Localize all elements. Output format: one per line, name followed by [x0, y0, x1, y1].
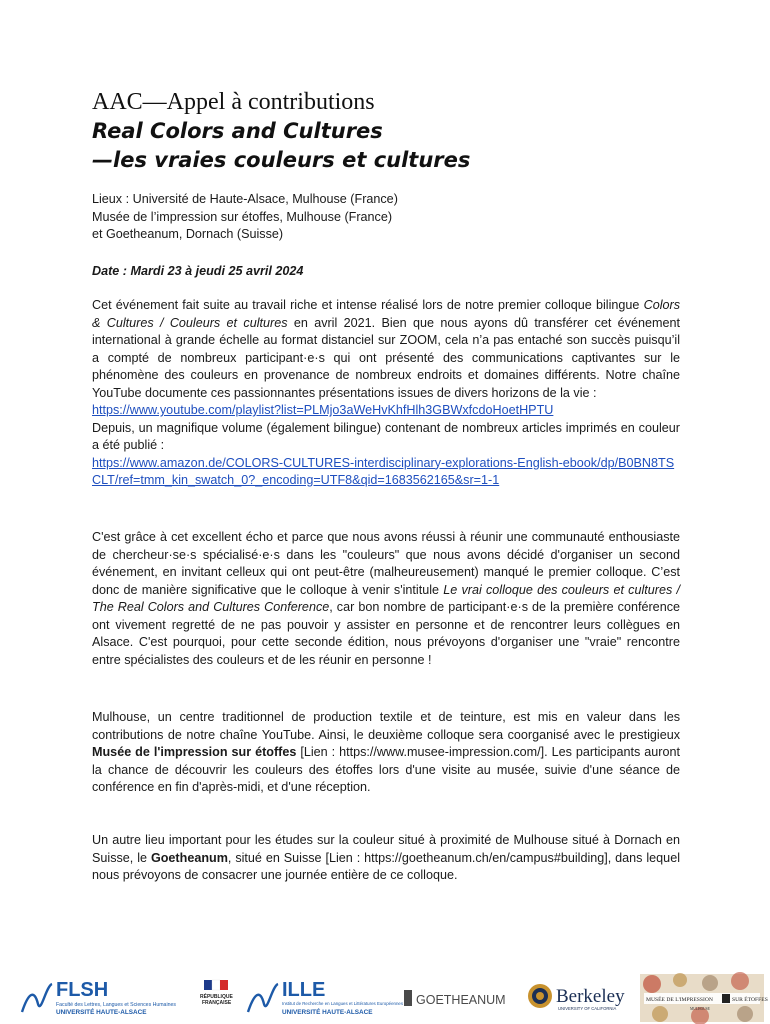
flsh-uha-logo — [18, 974, 188, 1022]
goetheanum-mark-icon — [404, 990, 412, 1006]
paragraph-1-italic: Colors & Cultures / Couleurs et cultures — [92, 298, 680, 330]
paragraph-2-italic: Le vrai colloque des couleurs et cultures / The Real Colors and Cultures Conference — [92, 582, 680, 614]
title-line-2: Real Colors and Cultures — [92, 119, 383, 143]
paragraph-1-text-b: en avril 2021. Bien que nous ayons dû transférer cet événement international à grande échelle au format distanciel sur ZOOM, cela n’a pas entaché son succès puisqu’il a compté de nombreux participant·e·s qui ont présenté des communications captivantes sur le phénomène des couleurs en provenance de nombreux endroits et domaines différents. Notre chaîne YouTube documente ces passionnantes présentations issues de divers horizons de la vie : — [92, 315, 680, 400]
flsh-name: FLSH — [56, 979, 109, 1001]
goetheanum-name: GOETHEANUM — [416, 993, 506, 1007]
title-line-1: AAC—Appel à contributions — [92, 89, 375, 115]
ille-name: ILLE — [282, 979, 326, 1001]
musee-impression-logo — [640, 974, 768, 1022]
musee-text-b: SUR ÉTOFFES — [732, 997, 768, 1003]
paragraph-1 — [92, 297, 680, 490]
paragraph-2-text-b: , car bon nombre de participant·e·s de la première conférence ont vivement regretté de ne pas pouvoir y assister en personne et de rencontrer leurs collègues en Alsace. C'est pourquoi, pour cette seconde édition, nous prévoyons d'organiser une "vraie" rencontre entre spécialistes des couleurs et de les réunir en personne ! — [92, 600, 680, 667]
berkeley-name: Berkeley — [556, 986, 625, 1007]
musee-text-a: MUSÉE DE L'IMPRESSION — [646, 997, 713, 1003]
venue-line-2: Musée de l’impression sur étoffes, Mulhouse (France) — [92, 209, 393, 224]
title-block — [92, 88, 692, 175]
ille-sub2: UNIVERSITÉ HAUTE-ALSACE — [282, 1009, 373, 1016]
title-line-3: —les vraies couleurs et cultures — [92, 148, 471, 172]
venue-line-1: Lieux : Université de Haute-Alsace, Mulhouse (France) — [92, 192, 398, 206]
flsh-sub2: UNIVERSITÉ HAUTE-ALSACE — [56, 1009, 147, 1016]
paragraph-4 — [92, 832, 680, 885]
uha-swirl-icon — [248, 984, 278, 1012]
musee-text-c: MULHOUSE — [690, 1007, 710, 1011]
ille-uha-logo — [244, 974, 404, 1022]
republique-francaise-logo — [198, 974, 234, 1022]
paragraph-1-text-a: Cet événement fait suite au travail riche et intense réalisé lors de notre premier colloque bilingue — [92, 298, 644, 312]
venue-block — [92, 191, 680, 244]
paragraph-1-text-c: Depuis, un magnifique volume (également bilingue) contenant de nombreux articles imprimés en couleur a été publié : — [92, 420, 680, 452]
paragraph-4-bold: Goetheanum — [150, 850, 228, 865]
paragraph-4-text-b: , situé en Suisse [Lien : https://goetheanum.ch/en/campus#building], dans lequel nous prévoyons de consacrer une journée entière de ce colloque. — [92, 850, 680, 882]
paragraph-4-text-a: Un autre lieu important pour les études sur la couleur situé à proximité de Mulhouse situé à Dornach en Suisse, le — [92, 833, 680, 865]
paragraph-3-bold: Musée de l'impression sur étoffes — [92, 745, 297, 759]
event-date: Date : Mardi 23 à jeudi 25 avril 2024 — [92, 264, 304, 278]
paragraph-2-text-a: C'est grâce à cet excellent écho et parce que nous avons réussi à réunir une communauté enthousiaste de chercheur·se·s spécialisé·e·s dans les "couleurs" que nous avons décidé d'organiser un second événement, en invitant celleux qui ont peut-être (malheureusement) manqué le premier colloque. C’est donc de manière significative que le colloque à venir s'intitule — [92, 530, 680, 597]
paragraph-3-text-b: [Lien : https://www.musee-impression.com/]. Les participants auront la chance de découvrir les couleurs des étoffes lors d'une visite au musée, suivie d'une séance de conférence en fin d'après-midi, et d'une réception. — [92, 745, 680, 794]
amazon-book-link[interactable]: https://www.amazon.de/COLORS-CULTURES-interdisciplinary-explorations-English-ebook/dp/B0BN8TSCLT/ref=tmm_kin_swatch_0?_encoding=UTF8&qid=1683562165&sr=1-1 — [92, 455, 675, 487]
berkeley-logo — [526, 974, 632, 1022]
footer-logos — [14, 974, 768, 1022]
paragraph-3 — [92, 709, 680, 797]
paragraph-3-text-a: Mulhouse, un centre traditionnel de production textile et de teinture, est mis en valeur dans les contributions de notre chaîne YouTube. Ainsi, le deuxième colloque sera coorganisé avec le prestigieux — [92, 710, 680, 742]
ille-sub1: Institut de Recherche en Langues et Littératures Européennes — [282, 1001, 404, 1006]
uha-swirl-icon — [22, 984, 52, 1012]
flsh-sub1: Faculté des Lettres, Langues et Sciences Humaines — [56, 1002, 176, 1008]
youtube-playlist-link[interactable]: https://www.youtube.com/playlist?list=PLMjo3aWeHvKhfHlh3GBWxfcdoHoetHPTU — [92, 403, 554, 417]
paragraph-2 — [92, 529, 680, 669]
goetheanum-logo — [402, 974, 518, 1022]
rf-line2: FRANÇAISE — [202, 1000, 232, 1006]
berkeley-sub: UNIVERSITY OF CALIFORNIA — [558, 1006, 617, 1011]
venue-line-3: et Goetheanum, Dornach (Suisse) — [92, 227, 284, 241]
rf-line1: RÉPUBLIQUE — [200, 994, 233, 1000]
